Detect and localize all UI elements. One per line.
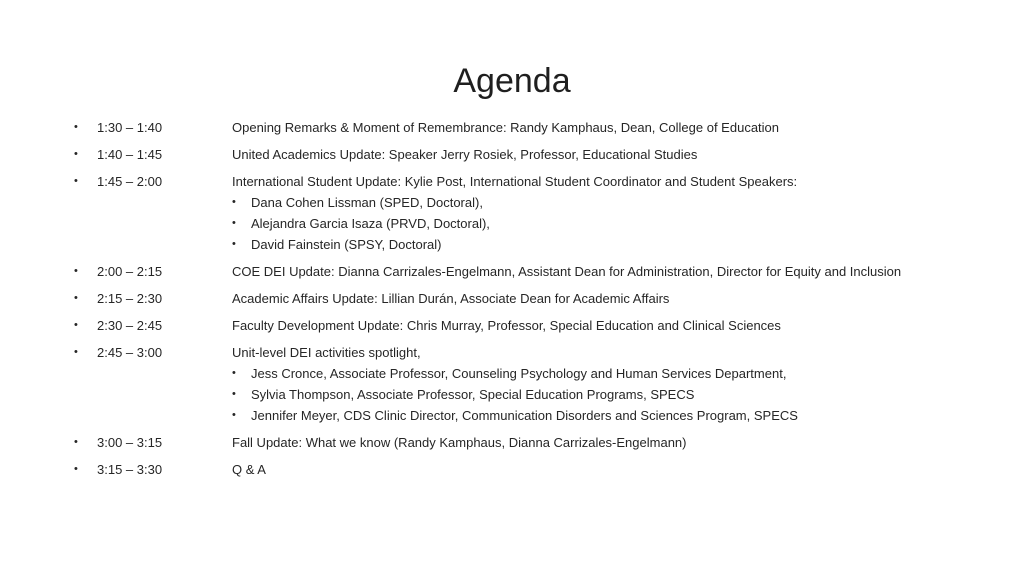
sub-list-item xyxy=(232,384,974,405)
agenda-list xyxy=(74,117,974,486)
sub-list xyxy=(74,192,974,255)
agenda-description: Faculty Development Update: Chris Murray, Professor, Special Education and Clinical Sciences xyxy=(232,318,781,333)
agenda-description: Opening Remarks & Moment of Remembrance: Randy Kamphaus, Dean, College of Education xyxy=(232,120,780,135)
sub-item-text: David Fainstein (SPSY, Doctoral) xyxy=(251,237,442,252)
agenda-description: United Academics Update: Speaker Jerry Rosiek, Professor, Educational Studies xyxy=(232,147,698,162)
agenda-time: 1:40 – 1:45 xyxy=(97,147,163,162)
agenda-item xyxy=(74,117,974,138)
agenda-item xyxy=(74,288,974,309)
agenda-time: 2:15 – 2:30 xyxy=(97,291,163,306)
bullet-icon: • xyxy=(74,265,78,277)
agenda-item xyxy=(74,315,974,336)
sub-list-item xyxy=(232,192,974,213)
sub-item-text: Dana Cohen Lissman (SPED, Doctoral), xyxy=(251,195,483,210)
sub-item-text: Jess Cronce, Associate Professor, Counseling Psychology and Human Services Department, xyxy=(251,366,787,381)
bullet-icon: • xyxy=(232,238,236,250)
agenda-item xyxy=(74,459,974,480)
sub-list xyxy=(74,363,974,426)
bullet-icon: • xyxy=(74,121,78,133)
bullet-icon: • xyxy=(74,319,78,331)
agenda-time: 2:00 – 2:15 xyxy=(97,264,163,279)
sub-list-item xyxy=(232,213,974,234)
agenda-item xyxy=(74,261,974,282)
agenda-time: 1:45 – 2:00 xyxy=(97,174,163,189)
agenda-item xyxy=(74,432,974,453)
bullet-icon: • xyxy=(74,175,78,187)
sub-list-item xyxy=(232,234,974,255)
bullet-icon: • xyxy=(232,196,236,208)
bullet-icon: • xyxy=(232,388,236,400)
bullet-icon: • xyxy=(232,409,236,421)
bullet-icon: • xyxy=(74,148,78,160)
bullet-icon: • xyxy=(74,292,78,304)
agenda-time: 3:00 – 3:15 xyxy=(97,435,163,450)
sub-item-text: Jennifer Meyer, CDS Clinic Director, Communication Disorders and Sciences Program, SPECS xyxy=(251,408,798,423)
sub-item-text: Sylvia Thompson, Associate Professor, Special Education Programs, SPECS xyxy=(251,387,695,402)
page-title: Agenda xyxy=(453,62,571,100)
agenda-item xyxy=(74,171,974,255)
sub-item-text: Alejandra Garcia Isaza (PRVD, Doctoral), xyxy=(251,216,490,231)
agenda-time: 3:15 – 3:30 xyxy=(97,462,163,477)
sub-list-item xyxy=(232,363,974,384)
agenda-description: Academic Affairs Update: Lillian Durán, Associate Dean for Academic Affairs xyxy=(232,291,670,306)
agenda-item xyxy=(74,342,974,426)
agenda-time: 1:30 – 1:40 xyxy=(97,120,163,135)
sub-list-item xyxy=(232,405,974,426)
agenda-description: Fall Update: What we know (Randy Kamphaus, Dianna Carrizales-Engelmann) xyxy=(232,435,687,450)
agenda-time: 2:45 – 3:00 xyxy=(97,345,163,360)
agenda-description: Unit-level DEI activities spotlight, xyxy=(232,345,421,360)
agenda-description: Q & A xyxy=(232,462,266,477)
agenda-item xyxy=(74,144,974,165)
bullet-icon: • xyxy=(74,463,78,475)
bullet-icon: • xyxy=(232,367,236,379)
agenda-description: International Student Update: Kylie Post, International Student Coordinator and Student Speakers: xyxy=(232,174,798,189)
bullet-icon: • xyxy=(74,346,78,358)
bullet-icon: • xyxy=(232,217,236,229)
agenda-description: COE DEI Update: Dianna Carrizales-Engelmann, Assistant Dean for Administration, Director for Equity and Inclusion xyxy=(232,264,902,279)
bullet-icon: • xyxy=(74,436,78,448)
agenda-time: 2:30 – 2:45 xyxy=(97,318,163,333)
